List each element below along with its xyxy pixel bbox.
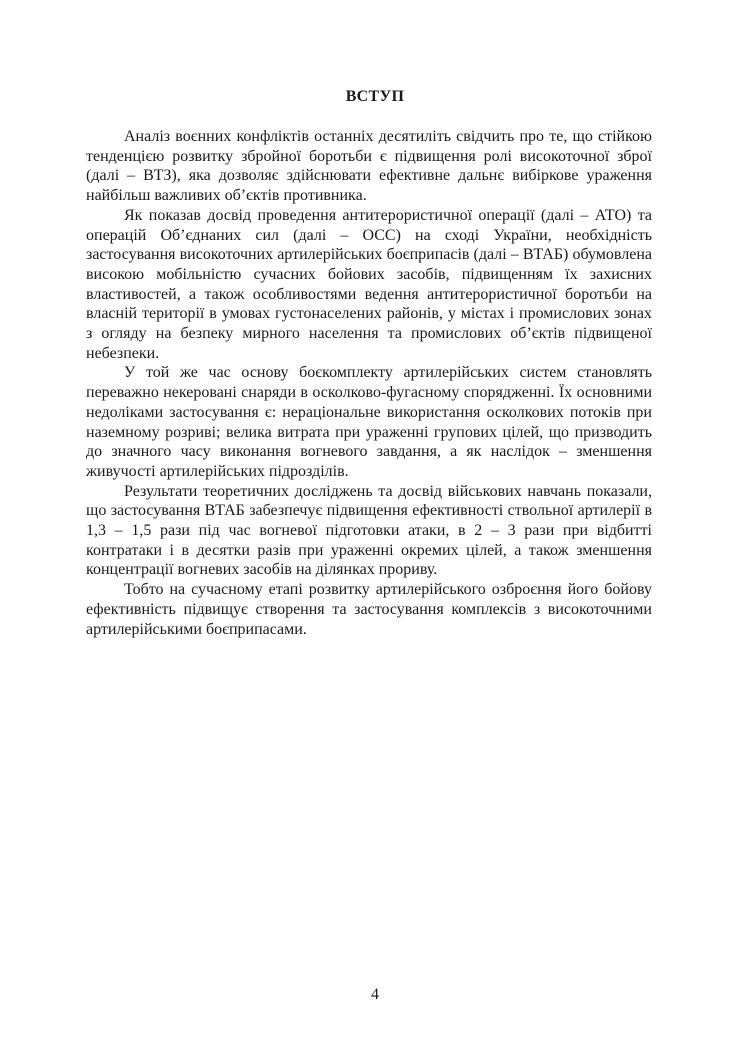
paragraph-3: У той же час основу боєкомплекту артилерійських систем становлять переважно некеровані снаряди в осколково-фугасному спорядженні. Їх основними недоліками застосування є: нераціональне використання осколкових потоків при наземному розриві; велика витрата при ураженні групових цілей, що призводить до значного часу виконання вогневого завдання, а як наслідок – зменшення живучості артилерійських підрозділів. [86, 364, 652, 480]
page-number: 4 [371, 986, 379, 1003]
paragraph-4: Результати теоретичних досліджень та досвід військових навчань показали, що застосування ВТАБ забезпечує підвищення ефективності ствольної артилерії в 1,3 – 1,5 рази під час вогневої підготовки атаки, в 2 – 3 рази при відбитті контратаки і в десятки разів при ураженні окремих цілей, а також зменшення концентрації вогневих засобів на ділянках прориву. [86, 482, 652, 579]
section-title: ВСТУП [345, 88, 405, 105]
body-text [86, 127, 652, 639]
paragraph-5: Тобто на сучасному етапі розвитку артилерійського озброєння його бойову ефективність підвищує створення та застосування комплексів з високоточними артилерійськими боєприпасами. [86, 581, 652, 638]
paragraph-2: Як показав досвід проведення антитерористичної операції (далі – АТО) та операцій Об’єднаних сил (далі – ОСС) на сході України, необхідність застосування високоточних артилерійських боєприпасів (далі – ВТАБ) обумовлена високою мобільністю сучасних бойових засобів, підвищенням їх захисних властивостей, а також особливостями ведення антитерористичної боротьби на власній території в умовах густонаселених районів, у містах і промислових зонах з огляду на безпеку мирного населення та промислових об’єктів підвищеної небезпеки. [86, 206, 652, 362]
paragraph-1: Аналіз воєнних конфліктів останніх десятиліть свідчить про те, що стійкою тенденцією розвитку збройної боротьби є підвищення ролі високоточної зброї (далі – ВТЗ), яка дозволяє здійснювати ефективне дальнє вибіркове ураження найбільш важливих об’єктів противника. [86, 128, 652, 205]
